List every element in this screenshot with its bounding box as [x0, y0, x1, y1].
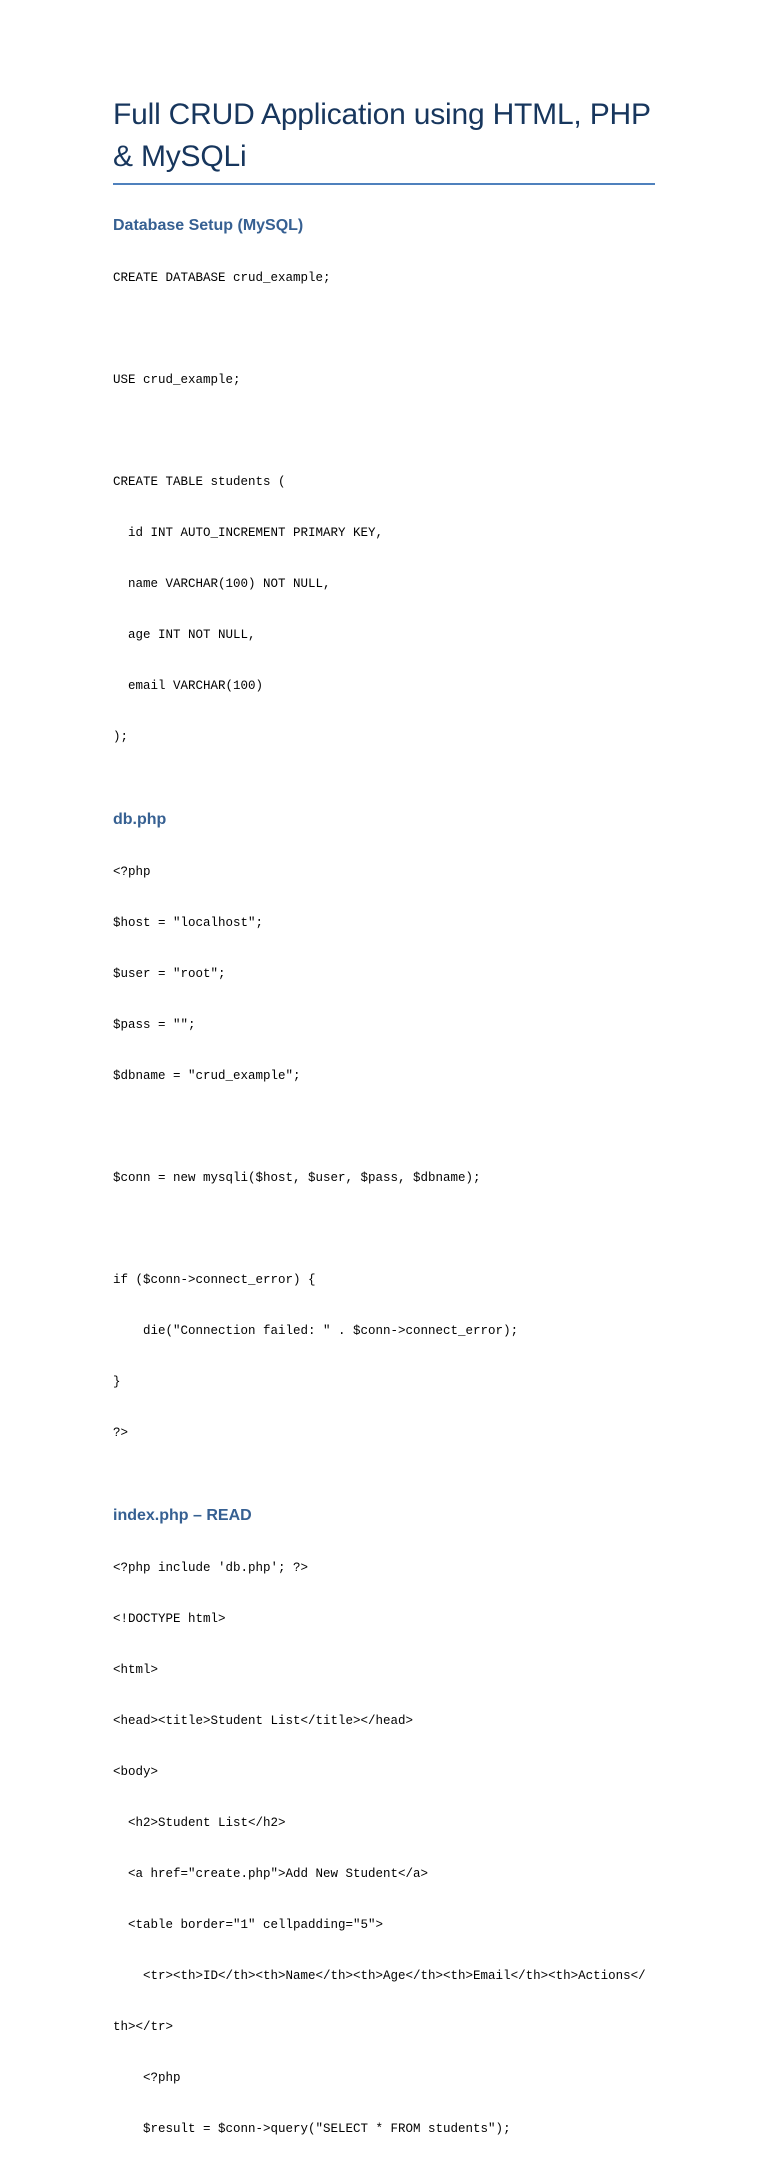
section-heading-index-php: index.php – READ	[113, 1507, 252, 1524]
code-line: <h2>Student List</h2>	[113, 1816, 286, 1830]
code-line: if ($conn->connect_error) {	[113, 1273, 316, 1287]
code-line: $user = "root";	[113, 967, 226, 981]
code-block-db-php	[113, 830, 655, 1476]
document-page	[113, 0, 655, 2172]
code-line	[113, 1221, 655, 1238]
code-line: <a href="create.php">Add New Student</a>	[113, 1867, 429, 1881]
code-line	[113, 321, 655, 338]
code-block-index-php	[113, 1526, 655, 2172]
code-line: $dbname = "crud_example";	[113, 1069, 301, 1083]
code-line	[113, 423, 655, 440]
document-title: Full CRUD Application using HTML, PHP & MySQLi	[113, 98, 651, 173]
code-line: <!DOCTYPE html>	[113, 1612, 226, 1626]
code-line: CREATE TABLE students (	[113, 475, 286, 489]
code-line: }	[113, 1375, 121, 1389]
code-line: $pass = "";	[113, 1018, 196, 1032]
code-line: <?php include 'db.php'; ?>	[113, 1561, 309, 1575]
code-line: id INT AUTO_INCREMENT PRIMARY KEY,	[113, 526, 384, 540]
code-line: <?php	[113, 865, 151, 879]
code-line: email VARCHAR(100)	[113, 679, 264, 693]
code-line: die("Connection failed: " . $conn->connect_error);	[113, 1324, 519, 1338]
code-line: $host = "localhost";	[113, 916, 264, 930]
code-line	[113, 1119, 655, 1136]
code-line: USE crud_example;	[113, 373, 241, 387]
code-line: ?>	[113, 1426, 129, 1440]
code-line: <head><title>Student List</title></head>	[113, 1714, 414, 1728]
code-block-database-setup	[113, 236, 655, 780]
code-line: $conn = new mysqli($host, $user, $pass, $dbname);	[113, 1171, 481, 1185]
code-line: $result = $conn->query("SELECT * FROM students");	[113, 2122, 511, 2136]
code-line: <html>	[113, 1663, 159, 1677]
section-heading-database-setup: Database Setup (MySQL)	[113, 217, 304, 234]
code-line: th></tr>	[113, 2020, 174, 2034]
title-divider	[113, 183, 655, 185]
code-line: );	[113, 730, 129, 744]
code-line: age INT NOT NULL,	[113, 628, 256, 642]
code-line: name VARCHAR(100) NOT NULL,	[113, 577, 331, 591]
code-line: <table border="1" cellpadding="5">	[113, 1918, 384, 1932]
code-line: <?php	[113, 2071, 181, 2085]
section-heading-db-php: db.php	[113, 811, 167, 828]
code-line: <tr><th>ID</th><th>Name</th><th>Age</th><th>Email</th><th>Actions</	[113, 1969, 646, 1983]
code-line: <body>	[113, 1765, 159, 1779]
code-line: CREATE DATABASE crud_example;	[113, 271, 331, 285]
